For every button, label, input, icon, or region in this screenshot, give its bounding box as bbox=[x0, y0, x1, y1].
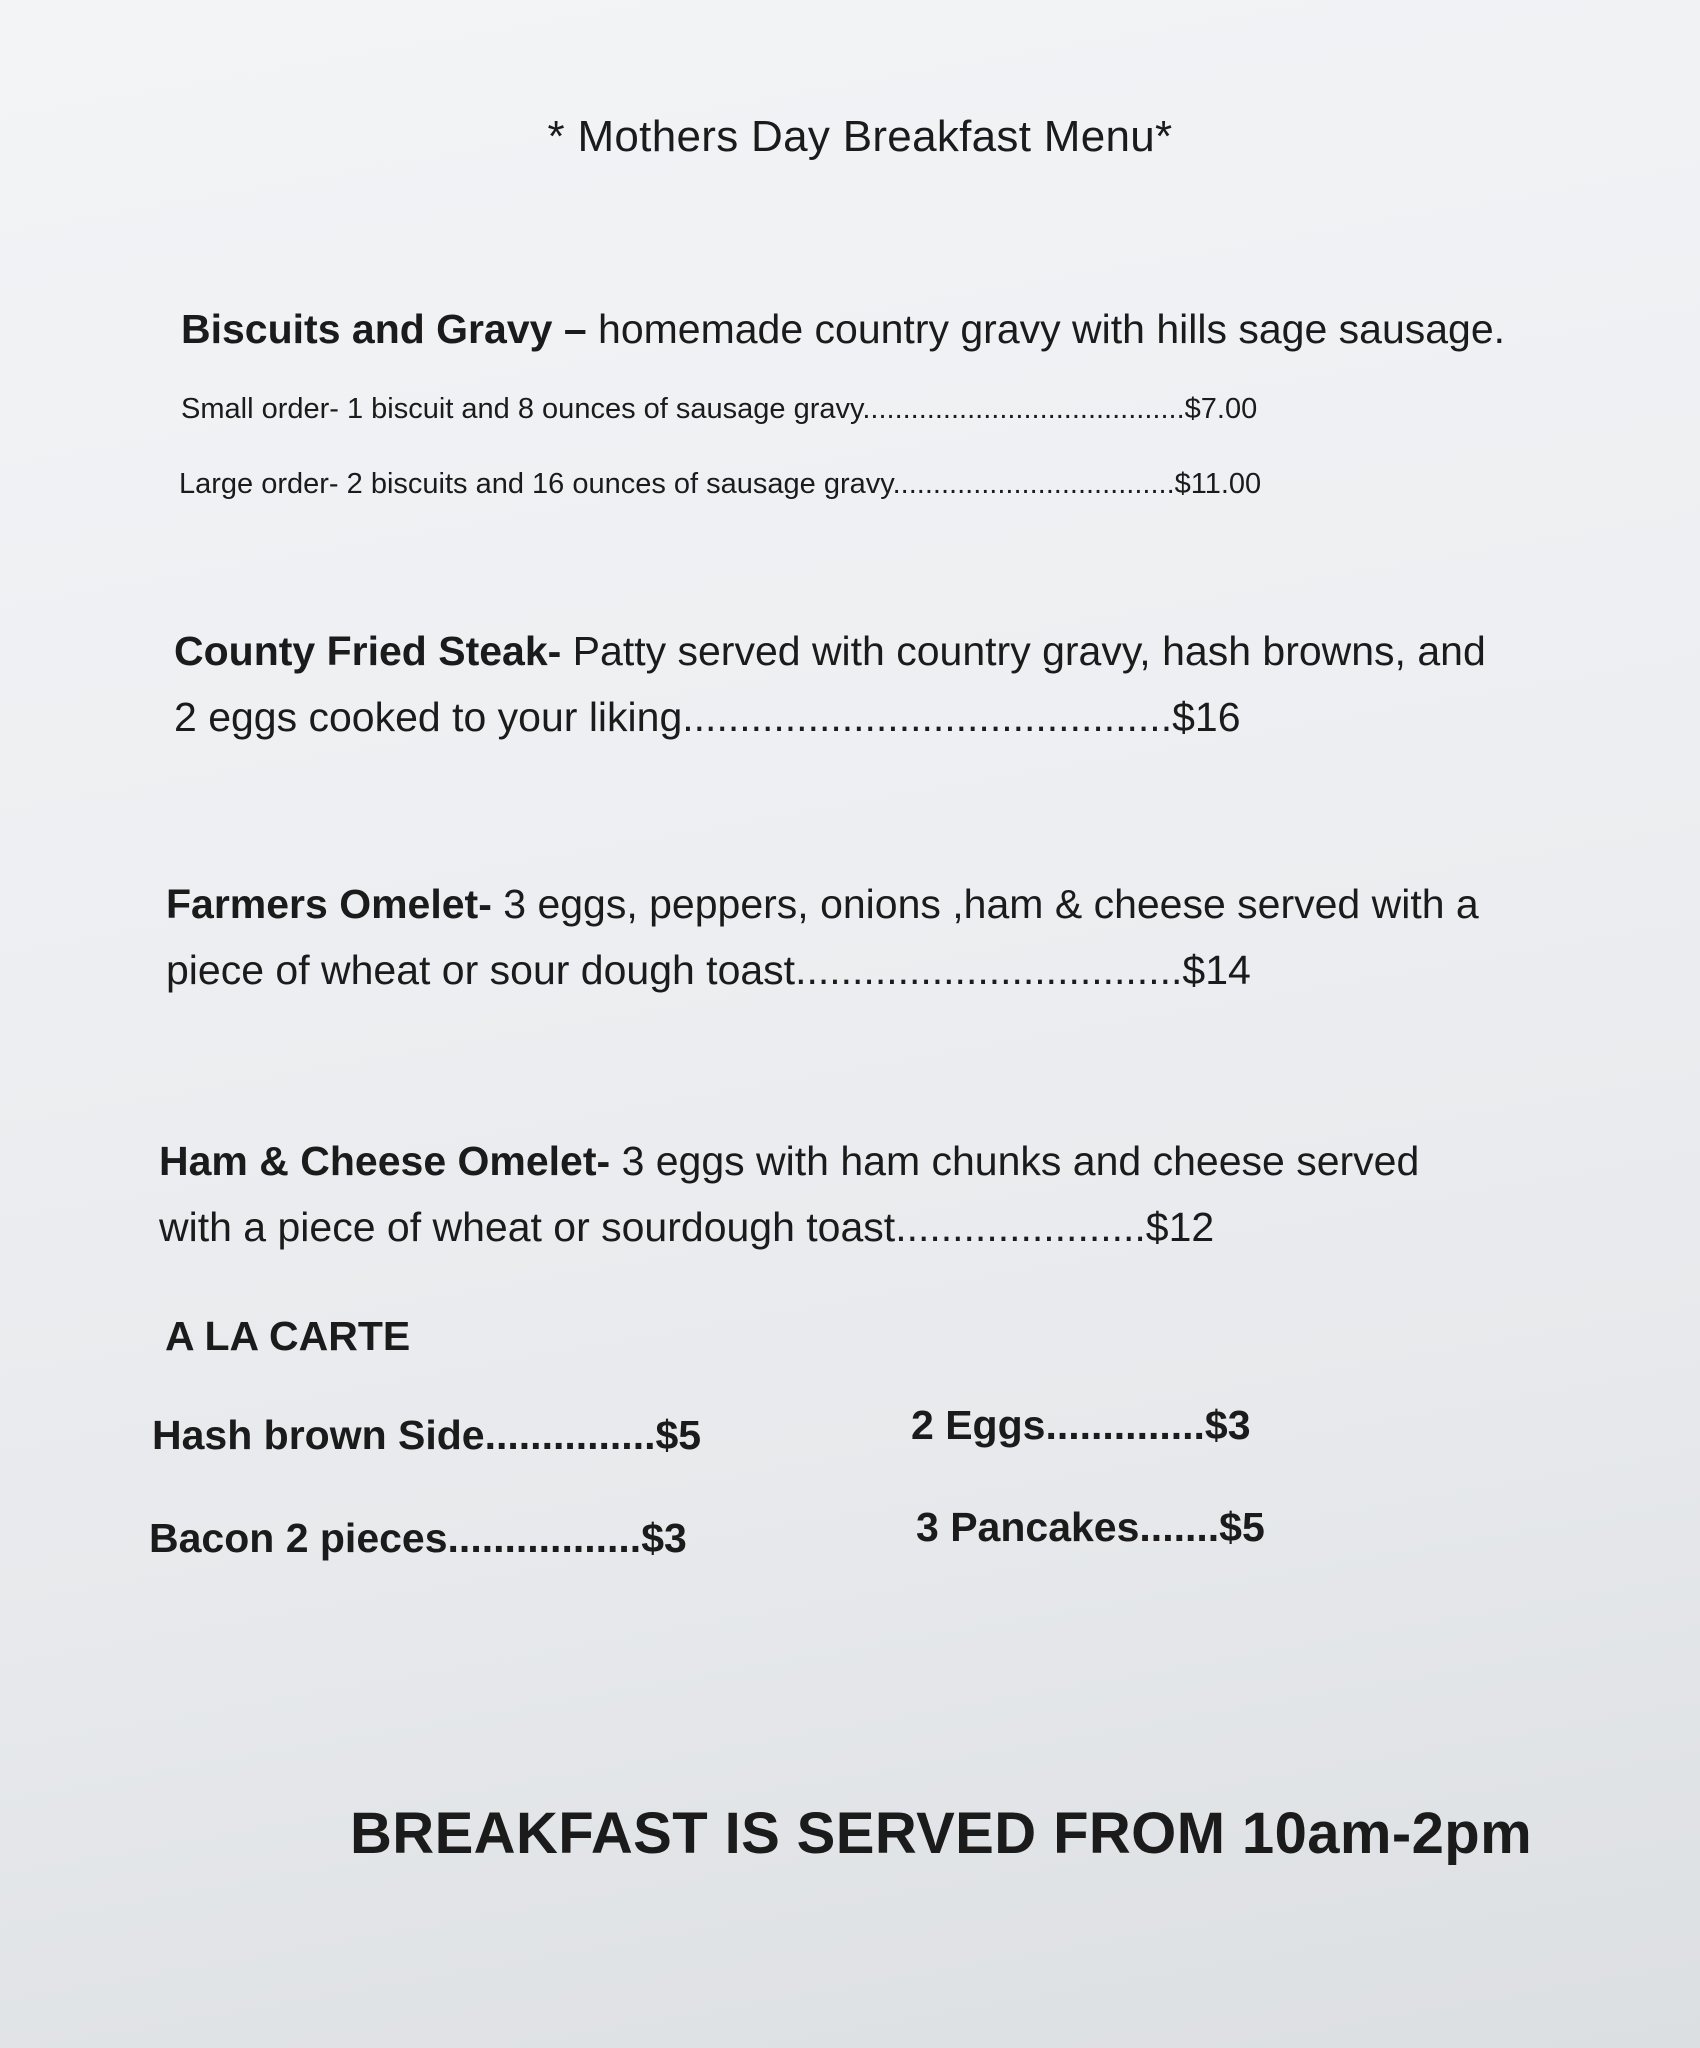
carte-item-leader: .............. bbox=[1045, 1402, 1205, 1448]
steak-line-1 bbox=[174, 618, 1486, 684]
steak-line-2 bbox=[174, 684, 1486, 750]
carte-item-eggs bbox=[911, 1402, 1251, 1449]
small-order-leader: ........................................ bbox=[862, 393, 1185, 425]
carte-item-leader: ............... bbox=[484, 1412, 656, 1458]
steak-desc-1: Patty served with country gravy, hash browns, and bbox=[561, 628, 1486, 674]
farmers-leader: .................................. bbox=[795, 947, 1183, 994]
carte-item-label: Bacon 2 pieces bbox=[149, 1515, 448, 1561]
steak-section bbox=[174, 618, 1486, 751]
hamcheese-line-1 bbox=[159, 1128, 1419, 1194]
serving-hours-footer: BREAKFAST IS SERVED FROM 10am-2pm bbox=[350, 1801, 1533, 1866]
farmers-name: Farmers Omelet- bbox=[166, 881, 492, 927]
ham-cheese-omelet-section bbox=[159, 1128, 1419, 1261]
small-order-price: $7.00 bbox=[1184, 393, 1258, 425]
farmers-desc-1: 3 eggs, peppers, onions ,ham & cheese served with a bbox=[491, 881, 1479, 927]
hamcheese-leader: ...................... bbox=[895, 1204, 1146, 1251]
hamcheese-desc-2: with a piece of wheat or sourdough toast bbox=[159, 1204, 896, 1251]
steak-desc-2: 2 eggs cooked to your liking bbox=[174, 694, 683, 741]
hamcheese-desc-1: 3 eggs with ham chunks and cheese served bbox=[610, 1138, 1420, 1184]
a-la-carte-header: A LA CARTE bbox=[165, 1313, 411, 1359]
steak-name: County Fried Steak- bbox=[174, 628, 562, 674]
carte-item-leader: ....... bbox=[1139, 1504, 1220, 1550]
hamcheese-price: $12 bbox=[1145, 1204, 1215, 1251]
farmers-line-2 bbox=[166, 937, 1479, 1003]
carte-item-label: 3 Pancakes bbox=[916, 1504, 1140, 1550]
steak-leader: ........................................... bbox=[682, 694, 1173, 741]
carte-item-label: 2 Eggs bbox=[911, 1402, 1046, 1448]
carte-item-price: $3 bbox=[641, 1515, 687, 1561]
carte-item-price: $5 bbox=[655, 1412, 702, 1458]
large-order-label: Large order- 2 biscuits and 16 ounces of sausage gravy bbox=[179, 468, 893, 500]
biscuits-section bbox=[181, 296, 1505, 362]
carte-item-price: $3 bbox=[1204, 1402, 1251, 1448]
biscuits-small-order bbox=[181, 386, 1257, 433]
biscuits-large-order bbox=[179, 461, 1261, 508]
small-order-label: Small order- 1 biscuit and 8 ounces of sausage gravy bbox=[181, 393, 863, 425]
large-order-leader: ................................... bbox=[892, 468, 1175, 500]
carte-item-pancakes bbox=[916, 1504, 1265, 1551]
biscuits-heading bbox=[181, 296, 1505, 362]
hamcheese-line-2 bbox=[159, 1194, 1419, 1260]
large-order-price: $11.00 bbox=[1174, 468, 1262, 500]
steak-price: $16 bbox=[1172, 694, 1241, 741]
farmers-line-1 bbox=[166, 871, 1479, 937]
carte-item-price: $5 bbox=[1219, 1504, 1265, 1550]
carte-item-hash-brown bbox=[152, 1412, 701, 1459]
farmers-desc-2: piece of wheat or sour dough toast bbox=[166, 947, 796, 994]
farmers-price: $14 bbox=[1182, 947, 1251, 994]
carte-item-bacon bbox=[149, 1515, 687, 1562]
carte-item-label: Hash brown Side bbox=[152, 1412, 485, 1458]
hamcheese-name: Ham & Cheese Omelet- bbox=[159, 1138, 611, 1184]
farmers-omelet-section bbox=[166, 871, 1479, 1004]
menu-title: * Mothers Day Breakfast Menu* bbox=[547, 112, 1173, 161]
biscuits-name: Biscuits and Gravy – bbox=[181, 306, 587, 352]
carte-item-leader: ................. bbox=[447, 1515, 642, 1561]
biscuits-desc: homemade country gravy with hills sage sausage. bbox=[586, 306, 1506, 352]
